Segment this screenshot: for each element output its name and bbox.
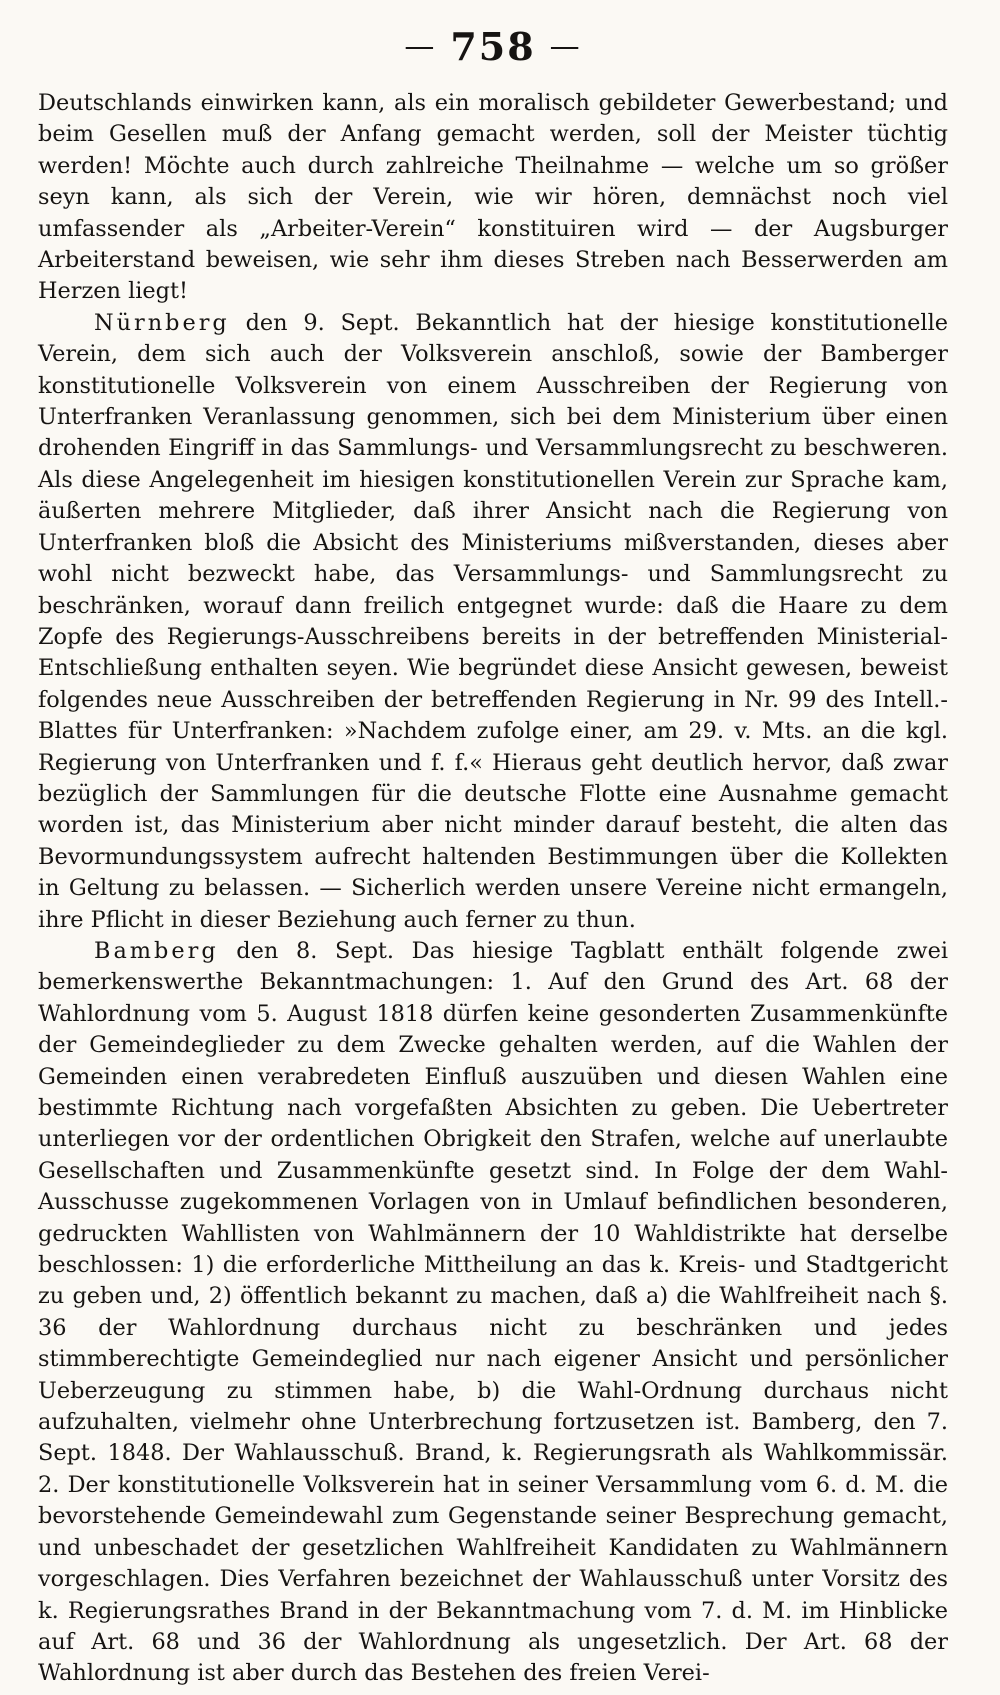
dateline-place: Bamberg — [94, 937, 219, 964]
page-number — [390, 18, 595, 76]
header-dash-left: — — [404, 29, 437, 64]
header-dash-right: — — [549, 29, 582, 64]
paragraph-augsburg-continued — [38, 88, 948, 308]
dateline-place: Nürnberg — [94, 309, 230, 336]
paragraph-text: Deutschlands einwirken kann, als ein moralisch gebildeter Gewerbestand; und beim Gesellen muß der Anfang gemacht werden, soll der Meister tüchtig werden! Möchte auch durch zahlreiche Theilnahme — welche um so größer seyn kann, als sich der Verein, wie wir hören, demnächst noch viel umfassender als „Arbeiter-Verein“ konstituiren wird — der Augsburger Arbeiterstand beweisen, wie sehr ihm dieses Streben nach Besserwerden am Herzen liegt! — [38, 90, 948, 305]
paragraph-nuernberg — [38, 308, 948, 936]
page-number-value: 758 — [450, 24, 536, 69]
paragraph-text: den 8. Sept. Das hiesige Tagblatt enthält folgende zwei bemerkenswerthe Bekanntmachungen: 1. Auf den Grund des Art. 68 der Wahlordnung vom 5. August 1818 dürfen keine gesonderten Zusammenkünfte der Gemeindeglieder zu dem Zwecke gehalten werden, auf die Wahlen der Gemeinden einen verabredeten Einfluß auszuüben und diesen Wahlen eine bestimmte Richtung nach vorgefaßten Absichten zu geben. Die Uebertreter unterliegen vor der ordentlichen Obrigkeit den Strafen, welche auf unerlaubte Gesellschaften und Zusammenkünfte gesetzt sind. In Folge der dem Wahl-Ausschusse zugekommenen Vorlagen von in Umlauf befindlichen besonderen, gedruckten Wahllisten von Wahlmännern der 10 Wahldistrikte hat derselbe beschlossen: 1) die erforderliche Mittheilung an das k. Kreis- und Stadtgericht zu geben und, 2) öffentlich bekannt zu machen, daß a) die Wahlfreiheit nach §. 36 der Wahlordnung durchaus nicht zu beschränken und jedes stimmberechtigte Gemeindeglied nur nach eigener Ansicht und persönlicher Ueberzeugung zu stimmen habe, b) die Wahl-Ordnung durchaus nicht aufzuhalten, vielmehr ohne Unterbrechung fortzusetzen ist. Bamberg, den 7. Sept. 1848. Der Wahlausschuß. Brand, k. Regierungsrath als Wahlkommissär. 2. Der konstitutionelle Volksverein hat in seiner Versammlung vom 6. d. M. die bevorstehende Gemeindewahl zum Gegenstande seiner Besprechung gemacht, und unbeschadet der gesetzlichen Wahlfreiheit Kandidaten zu Wahlmännern vorgeschlagen. Dies Verfahren bezeichnet der Wahlausschuß unter Vorsitz des k. Regierungsrathes Brand in der Bekanntmachung vom 7. d. M. im Hinblicke auf Art. 68 und 36 der Wahlordnung als ungesetzlich. Der Art. 68 der Wahlordnung ist aber durch das Bestehen des freien Verei- — [38, 937, 948, 1687]
page-header — [38, 18, 948, 76]
paragraph-bamberg — [38, 936, 948, 1690]
paragraph-text: den 9. Sept. Bekanntlich hat der hiesige konstitutionelle Verein, dem sich auch der Volksverein anschloß, sowie der Bamberger konstitutionelle Volksverein von einem Ausschreiben der Regierung von Unterfranken Veranlassung genommen, sich bei dem Ministerium über einen drohenden Eingriff in das Sammlungs- und Versammlungsrecht zu beschweren. Als diese Angelegenheit im hiesigen konstitutionellen Verein zur Sprache kam, äußerten mehrere Mitglieder, daß ihrer Ansicht nach die Regierung von Unterfranken bloß die Absicht des Ministeriums mißverstanden, dieses aber wohl nicht bezweckt habe, das Versammlungs- und Sammlungsrecht zu beschränken, worauf dann freilich entgegnet wurde: daß die Haare zu dem Zopfe des Regierungs-Ausschreibens bereits in der betreffenden Ministerial-Entschließung enthalten seyen. Wie begründet diese Ansicht gewesen, beweist folgendes neue Ausschreiben der betreffenden Regierung in Nr. 99 des Intell.-Blattes für Unterfranken: »Nachdem zufolge einer, am 29. v. Mts. an die kgl. Regierung von Unterfranken und f. f.« Hieraus geht deutlich hervor, daß zwar bezüglich der Sammlungen für die deutsche Flotte eine Ausnahme gemacht worden ist, das Ministerium aber nicht minder darauf besteht, die alten das Bevormundungssystem aufrecht haltenden Bestimmungen über die Kollekten in Geltung zu belassen. — Sicherlich werden unsere Vereine nicht ermangeln, ihre Pflicht in dieser Beziehung auch ferner zu thun. — [38, 309, 948, 933]
article-body — [38, 88, 948, 1690]
